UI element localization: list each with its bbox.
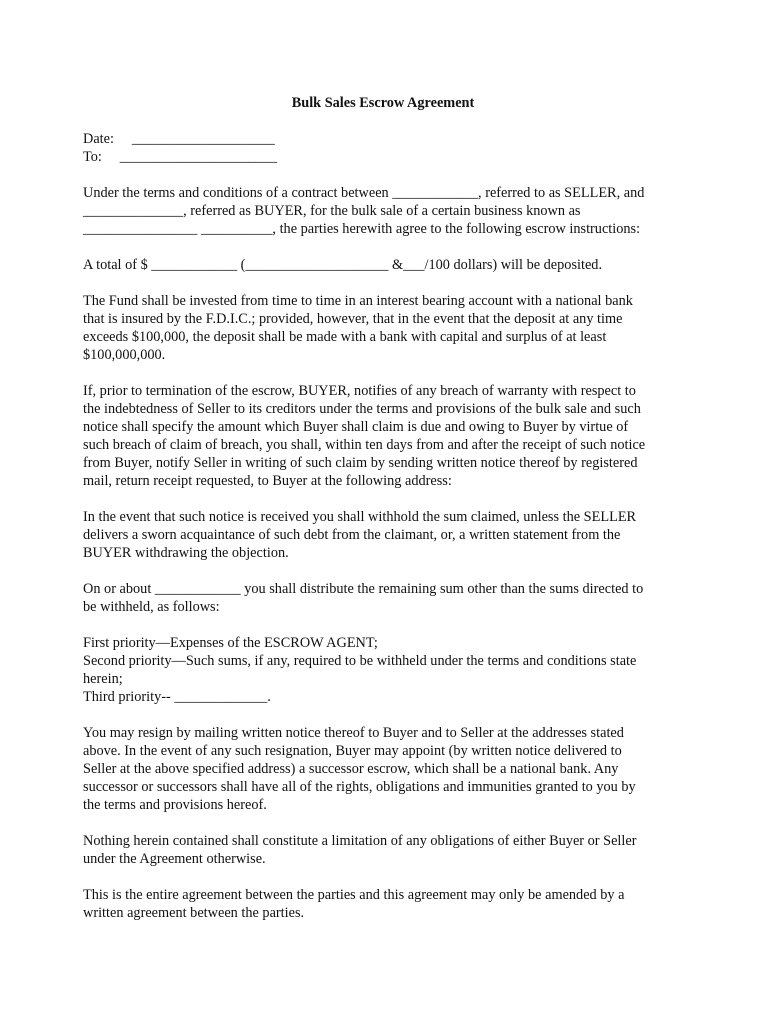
paragraph-6 — [83, 580, 683, 616]
to-line: To: ______________________ — [83, 149, 277, 165]
date-line: Date: ____________________ — [83, 131, 275, 147]
document-content — [83, 94, 683, 940]
paragraph-3 — [83, 292, 683, 364]
paragraph-line: mail, return receipt requested, to Buyer at the following address: — [83, 473, 452, 489]
document-title: Bulk Sales Escrow Agreement — [291, 95, 475, 111]
paragraph-line: delivers a sworn acquaintance of such debt from the claimant, or, a written statement from the — [83, 527, 621, 543]
paragraph-line: Nothing herein contained shall constitute a limitation of any obligations of either Buyer or Seller — [83, 833, 637, 849]
paragraph-line: written agreement between the parties. — [83, 905, 305, 921]
paragraph-line: A total of $ ____________ (____________________ &___/100 dollars) will be deposited. — [83, 257, 603, 273]
paragraph-line: that is insured by the F.D.I.C.; provided, however, that in the event that the deposit at any time — [83, 311, 623, 327]
paragraph-7 — [83, 634, 683, 706]
paragraph-5 — [83, 508, 683, 562]
paragraph-line: ______________, referred as BUYER, for the bulk sale of a certain business known as — [83, 203, 581, 219]
paragraph-1 — [83, 184, 683, 238]
paragraph-line: This is the entire agreement between the parties and this agreement may only be amended by a — [83, 887, 625, 903]
paragraph-2 — [83, 256, 683, 274]
paragraph-line: ________________ __________, the parties herewith agree to the following escrow instructions: — [83, 221, 641, 237]
paragraph-line: the terms and provisions hereof. — [83, 797, 267, 813]
document-body — [83, 184, 683, 922]
paragraph-4 — [83, 382, 683, 490]
paragraph-line: The Fund shall be invested from time to time in an interest bearing account with a national bank — [83, 293, 633, 309]
paragraph-8 — [83, 724, 683, 814]
paragraph-line: First priority—Expenses of the ESCROW AGENT; — [83, 635, 378, 651]
paragraph-line: BUYER withdrawing the objection. — [83, 545, 289, 561]
paragraph-line: On or about ____________ you shall distribute the remaining sum other than the sums directed to — [83, 581, 644, 597]
paragraph-line: Seller at the above specified address) a successor escrow, which shall be a national bank. Any — [83, 761, 619, 777]
paragraph-line: such breach of claim of breach, you shall, within ten days from and after the receipt of such notice — [83, 437, 646, 453]
paragraph-line: Second priority—Such sums, if any, required to be withheld under the terms and conditions state — [83, 653, 637, 669]
paragraph-line: You may resign by mailing written notice thereof to Buyer and to Seller at the addresses stated — [83, 725, 624, 741]
paragraph-line: In the event that such notice is received you shall withhold the sum claimed, unless the SELLER — [83, 509, 637, 525]
paragraph-line: from Buyer, notify Seller in writing of such claim by sending written notice thereof by registered — [83, 455, 638, 471]
paragraph-line: $100,000,000. — [83, 347, 166, 363]
paragraph-line: be withheld, as follows: — [83, 599, 220, 615]
paragraph-line: under the Agreement otherwise. — [83, 851, 266, 867]
paragraph-line: Third priority-- _____________. — [83, 689, 271, 705]
paragraph-line: exceeds $100,000, the deposit shall be made with a bank with capital and surplus of at least — [83, 329, 607, 345]
address-block — [83, 130, 683, 166]
paragraph-10 — [83, 886, 683, 922]
paragraph-9 — [83, 832, 683, 868]
paragraph-line: herein; — [83, 671, 123, 687]
paragraph-line: the indebtedness of Seller to its creditors under the terms and provisions of the bulk sale and such — [83, 401, 641, 417]
paragraph-line: If, prior to termination of the escrow, BUYER, notifies of any breach of warranty with respect to — [83, 383, 636, 399]
paragraph-line: successor or successors shall have all of the rights, obligations and immunities granted to you by — [83, 779, 636, 795]
paragraph-line: Under the terms and conditions of a contract between ____________, referred to as SELLER, and — [83, 185, 645, 201]
paragraph-line: notice shall specify the amount which Buyer shall claim is due and owing to Buyer by virtue of — [83, 419, 629, 435]
paragraph-line: above. In the event of any such resignation, Buyer may appoint (by written notice delivered to — [83, 743, 622, 759]
